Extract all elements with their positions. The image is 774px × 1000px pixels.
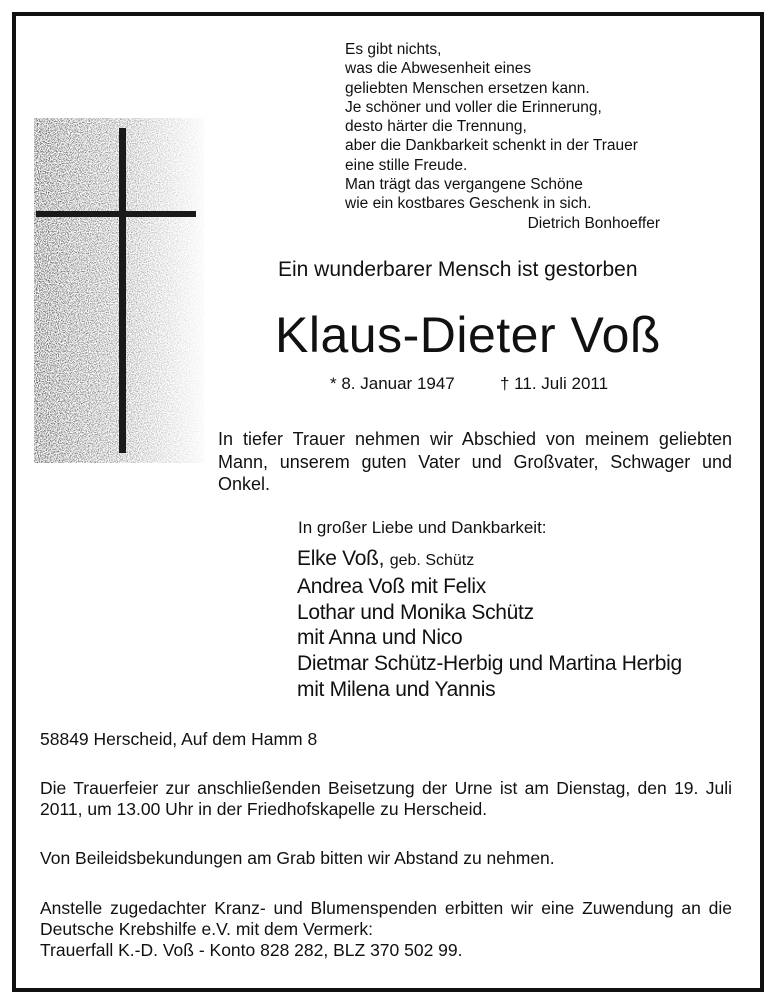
family-member-name: Elke Voß,: [297, 547, 385, 570]
poem-line: geliebten Menschen ersetzen kann.: [345, 79, 590, 97]
family-list: [297, 546, 682, 703]
poem-line: Je schöner und voller die Erinnerung,: [345, 98, 602, 116]
family-line: mit Milena und Yannis: [297, 677, 496, 701]
family-line: Lothar und Monika Schütz: [297, 600, 534, 624]
poem-line: eine stille Freude.: [345, 156, 468, 174]
donation-text: Anstelle zugedachter Kranz- und Blumenspenden erbitten wir eine Zuwendung an die Deutsche Krebshilfe e.V. mit dem Vermerk:: [40, 898, 732, 939]
poem-line: was die Abwesenheit eines: [345, 60, 532, 78]
poem-line: aber die Dankbarkeit schenkt in der Trauer: [345, 137, 638, 155]
poem-line: desto härter die Trennung,: [345, 118, 527, 136]
poem-author: Dietrich Bonhoeffer: [527, 214, 660, 232]
poem-block: [345, 40, 660, 233]
cross-icon: [34, 118, 204, 463]
service-info: Die Trauerfeier zur anschließenden Beisetzung der Urne ist am Dienstag, den 19. Juli 2011, um 13.00 Uhr in der Friedhofskapelle zu Herscheid.: [40, 778, 732, 819]
family-line: [297, 546, 682, 574]
birth-date: * 8. Januar 1947: [330, 374, 455, 393]
family-member-note: geb. Schütz: [389, 552, 475, 569]
family-line: Andrea Voß mit Felix: [297, 574, 486, 598]
donation-account: Trauerfall K.-D. Voß - Konto 828 282, BLZ 370 502 99.: [40, 940, 463, 960]
death-date: † 11. Juli 2011: [500, 374, 609, 393]
family-line: mit Anna und Nico: [297, 626, 463, 650]
family-line: Dietmar Schütz-Herbig und Martina Herbig: [297, 652, 682, 676]
condolence-note: Von Beileidsbekundungen am Grab bitten wir Abstand zu nehmen.: [40, 848, 555, 868]
poem-line: Es gibt nichts,: [345, 41, 442, 58]
donation-note: [40, 898, 732, 961]
poem-line: Man trägt das vergangene Schöne: [345, 176, 583, 194]
poem-line: wie ein kostbares Geschenk in sich.: [345, 195, 592, 213]
mourning-text: In tiefer Trauer nehmen wir Abschied von meinem geliebten Mann, unserem guten Vater und Großvater, Schwager und Onkel.: [218, 429, 732, 494]
deceased-name: Klaus-Dieter Voß: [275, 307, 661, 363]
address: 58849 Herscheid, Auf dem Hamm 8: [40, 729, 318, 749]
headline: Ein wunderbarer Mensch ist gestorben: [278, 258, 638, 281]
thanks-intro: In großer Liebe und Dankbarkeit:: [298, 518, 547, 537]
